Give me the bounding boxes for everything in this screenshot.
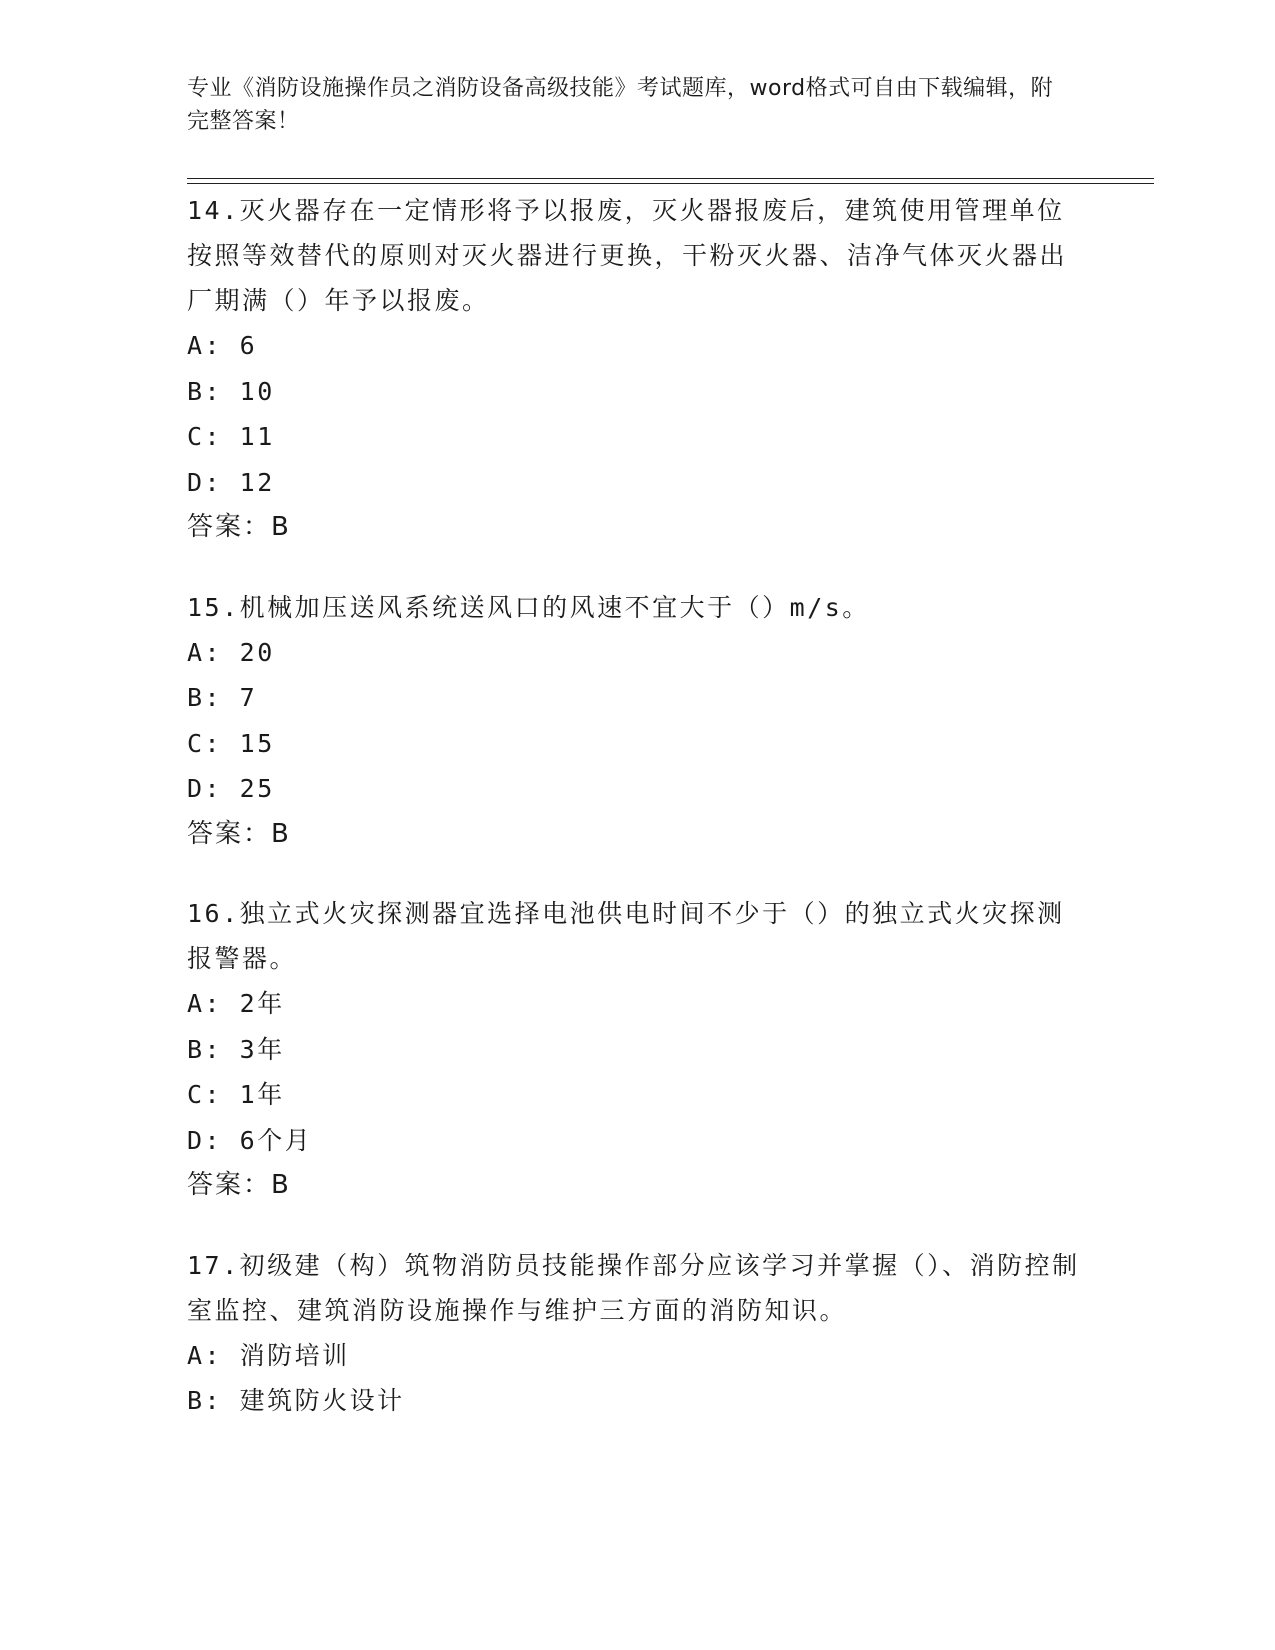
- question-17: [187, 1243, 1087, 1424]
- answer: 答案：B: [187, 512, 291, 542]
- option-b: B: 10: [187, 376, 275, 406]
- question-15: [187, 585, 1087, 858]
- question-stem: 17.初级建（构）筑物消防员技能操作部分应该学习并掌握（）、消防控制室监控、建筑消防设施操作与维护三方面的消防知识。: [187, 1250, 1080, 1325]
- option-d: D: 6个月: [187, 1125, 313, 1155]
- question-stem: 16.独立式火灾探测器宜选择电池供电时间不少于（）的独立式火灾探测报警器。: [187, 899, 1065, 973]
- option-c: C: 1年: [187, 1080, 285, 1109]
- option-a: A: 消防培训: [187, 1340, 350, 1370]
- option-d: D: 25: [187, 774, 275, 803]
- option-a: A: 2年: [187, 989, 285, 1018]
- question-stem: 15.机械加压送风系统送风口的风速不宜大于（）m/s。: [187, 592, 870, 622]
- option-c: C: 11: [187, 422, 275, 451]
- header-divider-top: [187, 178, 1154, 179]
- document-header: 专业《消防设施操作员之消防设备高级技能》考试题库，word格式可自由下载编辑，附完整答案！: [187, 76, 1054, 134]
- question-14: [187, 188, 1087, 551]
- option-b: B: 7: [187, 683, 258, 712]
- option-d: D: 12: [187, 467, 275, 497]
- question-list: [187, 188, 1087, 1458]
- option-a: A: 6: [187, 331, 258, 360]
- answer: 答案：B: [187, 1170, 291, 1200]
- answer: 答案：B: [187, 818, 291, 849]
- header-divider-bottom: [187, 183, 1154, 184]
- option-a: A: 20: [187, 637, 275, 667]
- option-b: B: 建筑防火设计: [187, 1386, 405, 1415]
- question-stem: 14.灭火器存在一定情形将予以报废，灭火器报废后，建筑使用管理单位按照等效替代的原则对灭火器进行更换，干粉灭火器、洁净气体灭火器出厂期满（）年予以报废。: [187, 196, 1068, 315]
- question-16: [187, 891, 1087, 1209]
- option-c: C: 15: [187, 728, 275, 758]
- option-b: B: 3年: [187, 1034, 285, 1064]
